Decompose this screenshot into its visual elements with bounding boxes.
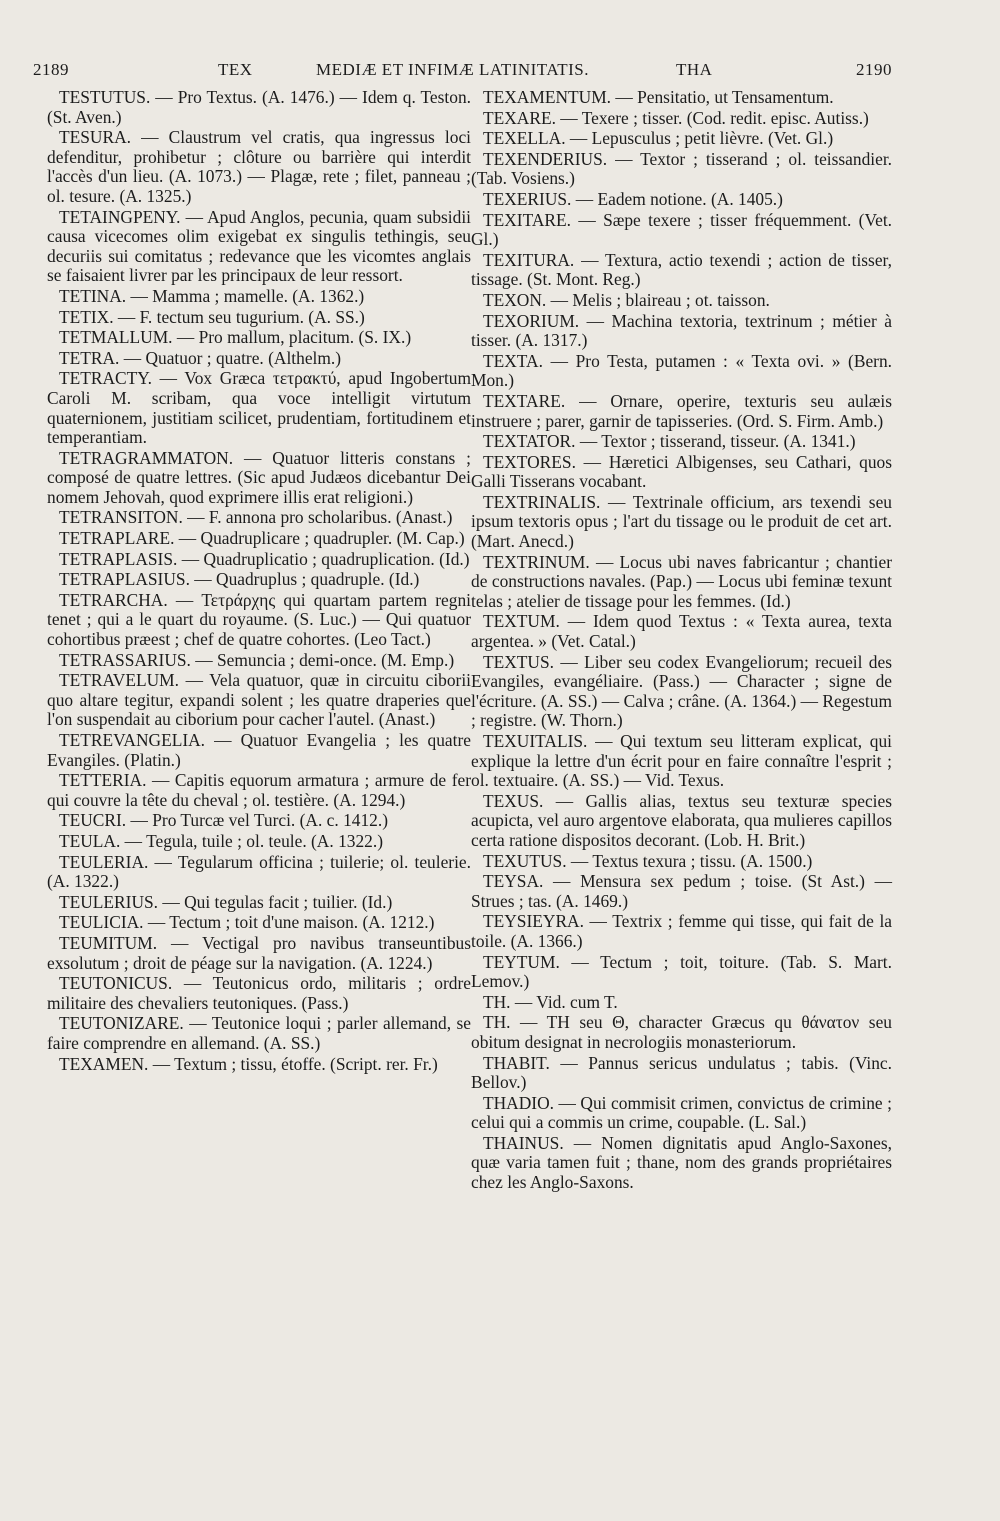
dictionary-entry: TEXITARE. — Sæpe texere ; tisser fréquemment. (Vet. Gl.): [471, 209, 892, 250]
page-number-left: 2189: [33, 60, 69, 79]
dictionary-entry: THADIO. — Qui commisit crimen, convictus de crimine ; celui qui a commis un crime, coupable. (L. Sal.): [471, 1092, 892, 1133]
guide-word-right: THA: [676, 60, 713, 79]
dictionary-entry: TETRA. — Quatuor ; quatre. (Althelm.): [59, 347, 342, 368]
dictionary-entry: TETRACTY. — Vox Græca τετρακτύ, apud Ingobertum Caroli M. scribam, qua voce intelligit virtutum quaternionem, justitiam scilicet, prudentiam, fortitudinem et temperantiam.: [47, 368, 471, 448]
dictionary-entry: TETIX. — F. tectum seu tugurium. (A. SS.): [59, 306, 365, 327]
dictionary-entry: TEXTATOR. — Textor ; tisserand, tisseur. (A. 1341.): [483, 431, 856, 452]
left-column: [47, 88, 471, 1075]
dictionary-entry: TETTERIA. — Capitis equorum armatura ; armure de fer qui couvre la tête du cheval ; ol. testière. (A. 1294.): [47, 770, 471, 810]
dictionary-entry: TETINA. — Mamma ; mamelle. (A. 1362.): [59, 285, 365, 306]
dictionary-entry: TEXAMEN. — Textum ; tissu, étoffe. (Script. rer. Fr.): [59, 1053, 438, 1074]
dictionary-entry: TEXERIUS. — Eadem notione. (A. 1405.): [483, 188, 783, 209]
dictionary-entry: TEUMITUM. — Vectigal pro navibus transeuntibus exsolutum ; droit de péage sur la navigation. (A. 1224.): [47, 932, 471, 973]
dictionary-entry: TEXTORES. — Hæretici Albigenses, seu Cathari, quos Galli Tisserans vocabant.: [471, 451, 892, 492]
dictionary-entry: TEXTARE. — Ornare, operire, texturis seu aulæis instruere ; parer, garnir de tapisseries. (Ord. S. Firm. Amb.): [471, 390, 892, 431]
dictionary-entry: TETMALLUM. — Pro mallum, placitum. (S. IX.): [59, 327, 412, 348]
guide-word-left: TEX: [218, 60, 253, 79]
dictionary-entry: TEXTRINALIS. — Textrinale officium, ars texendi seu ipsum textoris opus ; l'art du tissage ou le produit de cet art. (Mart. Anecd.): [471, 491, 892, 552]
dictionary-entry: TETRAPLASIS. — Quadruplicatio ; quadruplication. (Id.): [59, 548, 470, 569]
dictionary-entry: TETRAPLARE. — Quadruplicare ; quadrupler. (M. Cap.): [59, 528, 465, 549]
dictionary-entry: TETRAVELUM. — Vela quatuor, quæ in circuitu ciborii quo altare tegitur, expandi solent ; les quatre draperies que l'on suspendait au ciborium pour cacher l'autel. (Anast.): [47, 670, 471, 730]
page-number-right: 2190: [856, 60, 892, 79]
dictionary-entry: TH. — TH seu Θ, character Græcus qu θάνατον seu obitum designat in necrologiis monasteriorum.: [471, 1012, 892, 1052]
right-column: [471, 88, 892, 1194]
dictionary-entry: TEXUTUS. — Textus texura ; tissu. (A. 1500.): [483, 850, 813, 871]
dictionary-entry: TEXTUS. — Liber seu codex Evangeliorum; recueil des Evangiles, evangéliaire. (Pass.) — Character ; signe de l'écriture. (A. SS.) — Calva ; crâne. (A. 1364.) — Regestum ; registre. (W. Thorn.): [471, 651, 892, 731]
dictionary-entry: TH. — Vid. cum T.: [483, 991, 618, 1012]
dictionary-entry: TETRASSARIUS. — Semuncia ; demi-once. (M. Emp.): [59, 649, 455, 670]
dictionary-entry: TETRAPLASIUS. — Quadruplus ; quadruple. (Id.): [59, 569, 420, 590]
dictionary-entry: TEULA. — Tegula, tuile ; ol. teule. (A. 1322.): [59, 830, 383, 851]
dictionary-entry: TETREVANGELIA. — Quatuor Evangelia ; les quatre Evangiles. (Platin.): [47, 730, 471, 770]
dictionary-entry: TESTUTUS. — Pro Textus. (A. 1476.) — Idem q. Teston. (St. Aven.): [47, 87, 471, 127]
dictionary-entry: TEXTUM. — Idem quod Textus : « Texta aurea, texta argentea. » (Vet. Catal.): [471, 611, 892, 652]
dictionary-entry: TEYTUM. — Tectum ; toit, toiture. (Tab. S. Mart. Lemov.): [471, 951, 892, 992]
dictionary-entry: TEYSIEYRA. — Textrix ; femme qui tisse, qui fait de la toile. (A. 1366.): [471, 911, 892, 951]
dictionary-entry: TEXARE. — Texere ; tisser. (Cod. redit. episc. Autiss.): [483, 107, 869, 128]
dictionary-entry: TEXUS. — Gallis alias, textus seu texturæ species acupicta, vel auro argentove elaborata, qua mulieres capillos certa ratione dispositos decorant. (Lob. H. Brit.): [471, 790, 892, 850]
dictionary-entry: TESURA. — Claustrum vel cratis, qua ingressus loci defenditur, prohibetur ; clôture ou barrière qui interdit l'accès d'un lieu. (A. 1073.) — Plagæ, rete ; filet, panneau ; ol. tesure. (A. 1325.): [47, 127, 471, 206]
dictionary-entry: TEXORIUM. — Machina textoria, textrinum ; métier à tisser. (A. 1317.): [471, 310, 892, 351]
dictionary-entry: TEXON. — Melis ; blaireau ; ot. taisson.: [483, 289, 770, 310]
dictionary-entry: THAINUS. — Nomen dignitatis apud Anglo-Saxones, quæ varia tamen fuit ; thane, nom des grands propriétaires chez les Anglo-Saxons.: [471, 1132, 892, 1193]
dictionary-entry: TEXAMENTUM. — Pensitatio, ut Tensamentum.: [483, 87, 834, 107]
dictionary-entry: TETRARCHA. — Τετράρχης qui quartam partem regni tenet ; qui a le quart du royaume. (S. Luc.) — Qui quatuor cohortibus præest ; chef de quatre cohortes. (Leo Tact.): [47, 589, 471, 650]
dictionary-entry: THABIT. — Pannus sericus undulatus ; tabis. (Vinc. Bellov.): [471, 1052, 892, 1093]
dictionary-entry: TEXENDERIUS. — Textor ; tisserand ; ol. teissandier. (Tab. Vosiens.): [471, 148, 892, 189]
dictionary-entry: TETAINGPENY. — Apud Anglos, pecunia, quam subsidii causa vicecomes olim exigebat ex singulis tethingis, seu decuriis sui comitatus ; redevance que les vicomtes anglais se faisaient livrer par les principaux de leur ressort.: [47, 206, 471, 286]
dictionary-entry: TEULERIUS. — Qui tegulas facit ; tuilier. (Id.): [59, 891, 393, 912]
dictionary-entry: TEULERIA. — Tegularum officina ; tuilerie; ol. teulerie. (A. 1322.): [47, 851, 471, 892]
dictionary-entry: TETRAGRAMMATON. — Quatuor litteris constans ; composé de quatre lettres. (Sic apud Judæos dicebantur Dei nomem Jehovah, quod exprimere illis erat religioni.): [47, 447, 471, 507]
dictionary-entry: TEYSA. — Mensura sex pedum ; toise. (St Ast.) — Strues ; tas. (A. 1469.): [471, 871, 892, 911]
dictionary-entry: TEUTONICUS. — Teutonicus ordo, militaris ; ordre militaire des chevaliers teutoniques. (Pass.): [47, 973, 471, 1013]
dictionary-entry: TEULICIA. — Tectum ; toit d'une maison. (A. 1212.): [59, 912, 435, 933]
dictionary-entry: TEUTONIZARE. — Teutonice loqui ; parler allemand, se faire comprendre en allemand. (A. SS.): [47, 1013, 471, 1053]
running-title: MEDIÆ ET INFIMÆ LATINITATIS.: [316, 60, 589, 79]
dictionary-entry: TEXTRINUM. — Locus ubi naves fabricantur ; chantier de constructions navales. (Pap.) — Locus ubi feminæ texunt telas ; atelier de tissage pour les femmes. (Id.): [471, 551, 892, 611]
dictionary-entry: TETRANSITON. — F. annona pro scholaribus. (Anast.): [59, 507, 453, 528]
dictionary-entry: TEXUITALIS. — Qui textum seu litteram explicat, qui explique la lettre d'un écrit pour en faire connaître l'esprit ; ol. textuaire. (A. SS.) — Vid. Texus.: [471, 731, 892, 791]
dictionary-entry: TEXTA. — Pro Testa, putamen : « Texta ovi. » (Bern. Mon.): [471, 350, 892, 391]
dictionary-entry: TEXELLA. — Lepusculus ; petit lièvre. (Vet. Gl.): [483, 128, 834, 149]
dictionary-entry: TEXITURA. — Textura, actio texendi ; action de tisser, tissage. (St. Mont. Reg.): [471, 249, 892, 290]
dictionary-entry: TEUCRI. — Pro Turcæ vel Turci. (A. c. 1412.): [59, 810, 388, 831]
